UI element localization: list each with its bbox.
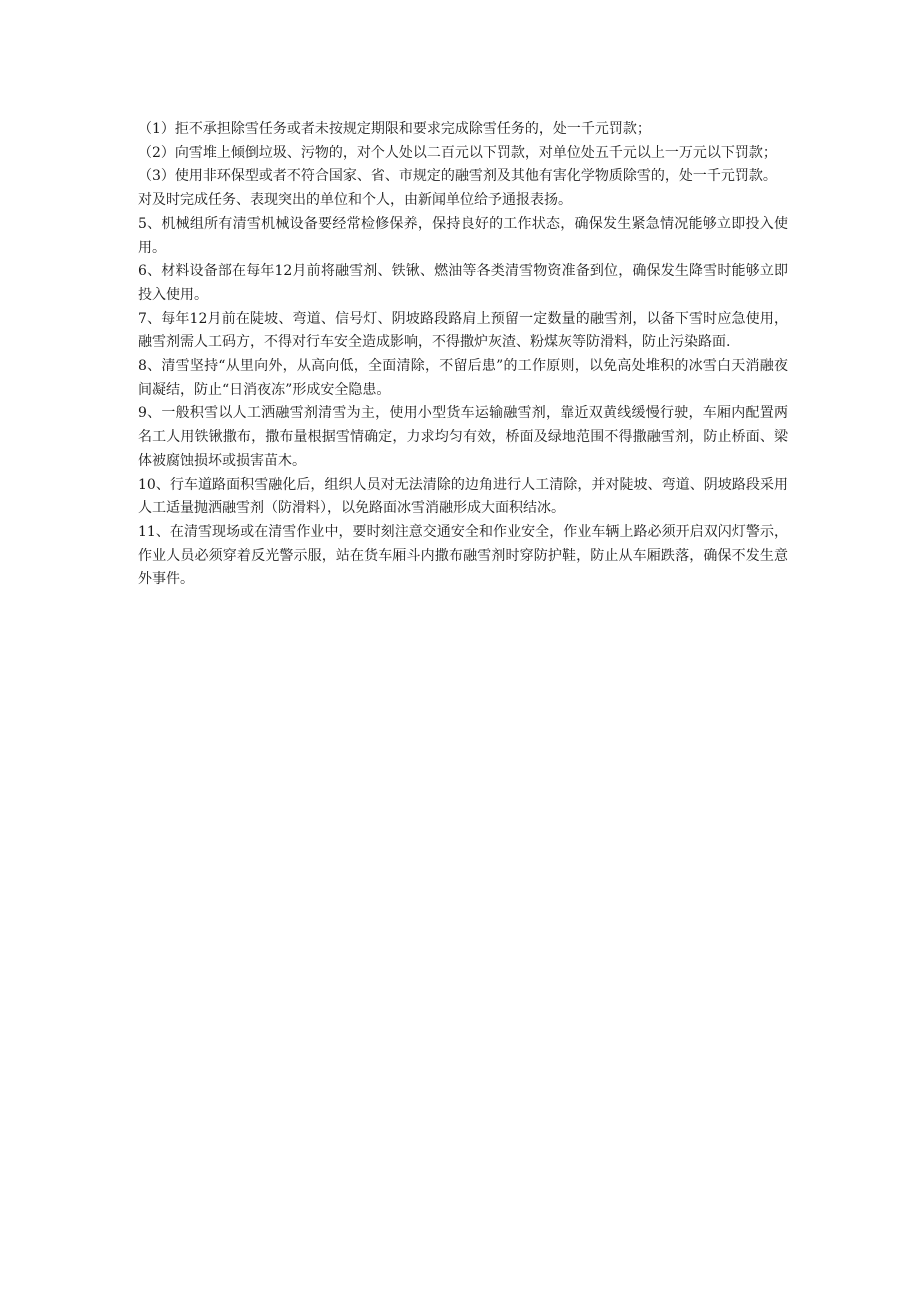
rule-item-5: 5、机械组所有清雪机械设备要经常检修保养，保持良好的工作状态，确保发生紧急情况能够立即投入使用。: [138, 215, 788, 256]
document-body: [138, 118, 788, 592]
rule-item-6: 6、材料设备部在每年12月前将融雪剂、铁锹、燃油等各类清雪物资准备到位，确保发生降雪时能够立即投入使用。: [138, 263, 788, 303]
rule-item-9: 9、一般积雪以人工洒融雪剂清雪为主，使用小型货车运输融雪剂，靠近双黄线缓慢行驶，车厢内配置两名工人用铁锹撒布，撒布量根据雪情确定，力求均匀有效，桥面及绿地范围不得撒融雪剂，防止桥面、梁体被腐蚀损坏或损害苗木。: [138, 405, 788, 469]
rule-item-7: 7、每年12月前在陡坡、弯道、信号灯、阴坡路段路肩上预留一定数量的融雪剂，以备下雪时应急使用，融雪剂需人工码方，不得对行车安全造成影响，不得撒炉灰渣、粉煤灰等防滑料，防止污染路面.: [138, 310, 788, 351]
penalty-item-1: （1）拒不承担除雪任务或者未按规定期限和要求完成除雪任务的，处一千元罚款；: [138, 121, 651, 137]
penalty-item-2: （2）向雪堆上倾倒垃圾、污物的，对个人处以二百元以下罚款，对单位处五千元以上一万元以下罚款；: [138, 144, 777, 161]
rule-item-10: 10、行车道路面积雪融化后，组织人员对无法清除的边角进行人工清除，并对陡坡、弯道、阴坡路段采用人工适量抛洒融雪剂（防滑料），以免路面冰雪消融形成大面积结冰。: [138, 476, 788, 517]
penalty-item-3: （3）使用非环保型或者不符合国家、省、市规定的融雪剂及其他有害化学物质除雪的，处一千元罚款。: [138, 168, 777, 185]
rule-item-8: 8、清雪坚持“从里向外，从高向低，全面清除，不留后患”的工作原则，以免高处堆积的冰雪白天消融夜间凝结，防止“日消夜冻”形成安全隐患。: [138, 358, 788, 398]
commendation-paragraph: 对及时完成任务、表现突出的单位和个人，由新闻单位给予通报表扬。: [138, 192, 572, 209]
rule-item-11: 11、在清雪现场或在清雪作业中，要时刻注意交通安全和作业安全，作业车辆上路必须开启双闪灯警示，作业人员必须穿着反光警示服，站在货车厢斗内撒布融雪剂时穿防护鞋，防止从车厢跌落，确保不发生意外事件。: [138, 523, 788, 588]
